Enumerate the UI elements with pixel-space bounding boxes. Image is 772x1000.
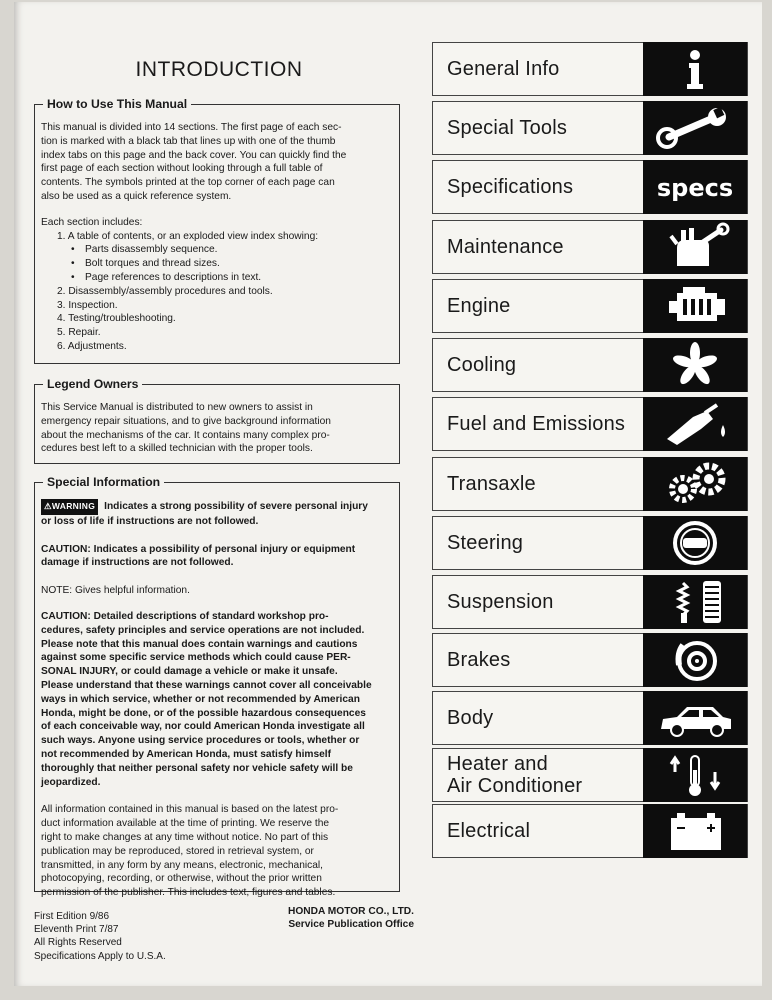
brake-disc-icon <box>647 635 743 685</box>
tab-engine[interactable] <box>432 279 748 333</box>
specs-icon <box>647 162 743 212</box>
text-line: Service Publication Office <box>288 919 414 930</box>
list-item: 2. Disassembly/assembly procedures and tools. <box>57 285 273 297</box>
text-line: not recommended by American Honda, must satisfy himself <box>41 748 332 760</box>
steering-wheel-icon <box>647 518 743 568</box>
text-line: right to make changes at any time without notice. No part of this <box>41 831 329 843</box>
shock-absorber-icon <box>647 577 743 627</box>
page-title: INTRODUCTION <box>135 58 303 81</box>
text-line: publication may be reproduced, stored in retrieval system, or <box>41 845 314 857</box>
detailed-caution-block <box>41 610 393 789</box>
text-line: All information contained in this manual is based on the latest pro- <box>41 804 339 816</box>
includes-label: Each section includes: <box>41 216 143 228</box>
text-line: damage if instructions are not followed. <box>41 557 234 569</box>
edition-info <box>34 910 166 963</box>
text-line: of each conceivable way, nor could American Honda investigate all <box>41 721 365 733</box>
hand-tools-icon <box>647 222 743 272</box>
tab-label: Body <box>447 707 494 729</box>
tab-maintenance[interactable] <box>432 220 748 274</box>
text-line: thoroughly that neither personal safety nor vehicle safety will be <box>41 762 353 774</box>
text-line: first page of each section without looking through a full table of <box>41 163 323 175</box>
text-line: First Edition 9/86 <box>34 911 110 922</box>
fan-icon <box>647 340 743 390</box>
sublist-item: • Bolt torques and thread sizes. <box>71 257 393 271</box>
copyright-notice <box>41 803 393 900</box>
tab-general-info[interactable] <box>432 42 748 96</box>
warning-text: or loss of life if instructions are not followed. <box>41 515 259 527</box>
warning-badge: ⚠WARNING <box>41 499 98 515</box>
special-info-box <box>34 475 400 899</box>
tab-label-line: Heater and <box>447 753 548 775</box>
text-line: CAUTION: Detailed descriptions of standard workshop pro- <box>41 610 329 622</box>
legend-owners-text <box>41 401 393 456</box>
info-icon <box>647 44 743 94</box>
sublist-item: • Parts disassembly sequence. <box>71 243 393 257</box>
tab-suspension[interactable] <box>432 575 748 629</box>
tab-fuel-and-emissions[interactable] <box>432 397 748 451</box>
tab-special-tools[interactable] <box>432 101 748 155</box>
list-item: 4. Testing/troubleshooting. <box>57 313 176 325</box>
how-to-use-intro <box>41 121 393 204</box>
tab-heater-and-air-conditioner[interactable] <box>432 748 748 802</box>
tab-label: Specifications <box>447 176 574 198</box>
text-line: cedures best left to a skilled technician with the proper tools. <box>41 443 313 455</box>
manual-page <box>14 2 762 986</box>
legend-owners-box <box>34 377 400 464</box>
tab-body[interactable] <box>432 691 748 745</box>
text-line: Please understand that these warnings cannot cover all conceivable <box>41 679 372 691</box>
list-item: 1. A table of contents, or an exploded view index showing: <box>57 230 319 242</box>
text-line: contents. The symbols printed at the top corner of each page can <box>41 177 335 189</box>
text-line: tion is marked with a black tab that lines up with one of the thumb <box>41 135 336 147</box>
tab-steering[interactable] <box>432 516 748 570</box>
tab-specifications[interactable] <box>432 160 748 214</box>
how-to-use-heading: How to Use This Manual <box>43 96 191 112</box>
list-item <box>57 243 393 284</box>
thermometer-icon <box>647 750 743 800</box>
tab-electrical[interactable] <box>432 804 748 858</box>
tab-label: Maintenance <box>447 236 564 258</box>
text-line: index tabs on this page and the back cover. You can quickly find the <box>41 149 347 161</box>
text-line: such ways. Anyone using service procedures or tools, whether or <box>41 735 360 747</box>
section-contents-list <box>41 230 393 354</box>
tab-transaxle[interactable] <box>432 457 748 511</box>
tab-label <box>447 749 582 801</box>
tab-cooling[interactable] <box>432 338 748 392</box>
sublist-item: • Page references to descriptions in text. <box>71 271 393 285</box>
list-item: 5. Repair. <box>57 327 101 339</box>
list-item: 6. Adjustments. <box>57 340 127 352</box>
special-info-heading: Special Information <box>43 474 164 490</box>
text-line: ways in which service, whether or not recommended by American <box>41 693 360 705</box>
text-line: permission of the publisher. This includes text, figures and tables. <box>41 887 336 899</box>
tab-label: Steering <box>447 532 524 554</box>
text-line: jeopardized. <box>41 776 101 788</box>
legend-owners-heading: Legend Owners <box>43 376 142 392</box>
tab-label: Suspension <box>447 591 554 613</box>
sublist <box>57 243 393 284</box>
text-line: photocopying, recording, or otherwise, without the prior written <box>41 873 322 885</box>
warning-text: Indicates a strong possibility of severe personal injury <box>104 501 368 512</box>
tab-label: Brakes <box>447 649 511 671</box>
tab-label: Cooling <box>447 354 517 376</box>
wrench-icon <box>647 103 743 153</box>
text-line: also be used as a quick reference system. <box>41 190 232 202</box>
text-line: This Service Manual is distributed to new owners to assist in <box>41 402 313 413</box>
text-line: Please note that this manual does contain warnings and cautions <box>41 638 358 650</box>
tab-label: Engine <box>447 295 511 317</box>
engine-icon <box>647 281 743 331</box>
text-line: transmitted, in any form by any means, electronic, mechanical, <box>41 859 323 871</box>
text-line: Specifications Apply to U.S.A. <box>34 950 166 962</box>
warning-block <box>41 499 393 529</box>
text-line: This manual is divided into 14 sections. The first page of each sec- <box>41 122 342 133</box>
tab-brakes[interactable] <box>432 633 748 687</box>
text-line: HONDA MOTOR CO., LTD. <box>287 906 414 917</box>
svg-text:specs: specs <box>656 174 734 202</box>
text-line: SONAL INJURY, or could damage a vehicle or make it unsafe. <box>41 666 338 678</box>
text-line: about the mechanisms of the car. It contains many complex pro- <box>41 429 330 441</box>
list-item: 3. Inspection. <box>57 299 118 311</box>
text-line: duct information available at the time of printing. We reserve the <box>41 818 330 830</box>
gears-icon <box>647 459 743 509</box>
text-line: Eleventh Print 7/87 <box>34 924 119 936</box>
tab-label: Fuel and Emissions <box>447 413 626 435</box>
publisher-info <box>254 905 414 931</box>
battery-icon <box>647 806 743 856</box>
car-body-icon <box>647 693 743 743</box>
tab-label-line: Air Conditioner <box>447 775 583 797</box>
text-line: Honda, might be done, or of the possible hazardous consequences <box>41 707 366 719</box>
text-line: against some specific service methods which could cause PER- <box>41 652 351 664</box>
note-text: NOTE: Gives helpful information. <box>41 585 190 597</box>
caution-block <box>41 543 393 571</box>
text-line: emergency repair situations, and to give background information <box>41 415 331 427</box>
text-line: CAUTION: Indicates a possibility of personal injury or equipment <box>41 543 356 555</box>
fuel-nozzle-icon <box>647 399 743 449</box>
tab-label: Transaxle <box>447 473 536 495</box>
text-line: All Rights Reserved <box>34 937 122 949</box>
tab-label: Special Tools <box>447 117 568 139</box>
how-to-use-box <box>34 97 400 364</box>
tab-label: General Info <box>447 58 560 80</box>
tab-label: Electrical <box>447 820 531 842</box>
text-line: cedures, safety principles and service operations are not included. <box>41 624 365 636</box>
